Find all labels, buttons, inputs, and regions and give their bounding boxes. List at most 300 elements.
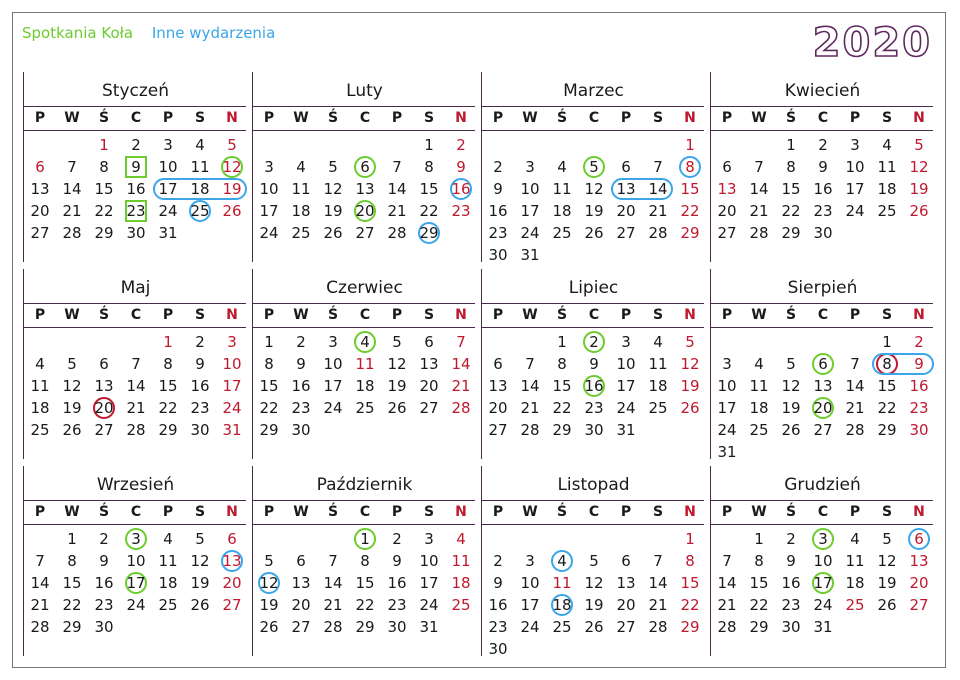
calendar-day: 4 <box>557 552 567 570</box>
calendar-day: 15 <box>158 377 178 395</box>
calendar-day: 6 <box>621 158 631 176</box>
weekday-header: Ś <box>556 110 568 126</box>
month-block <box>252 466 477 656</box>
calendar-day: 28 <box>62 224 82 242</box>
calendar-day: 27 <box>616 224 636 242</box>
legend <box>22 24 289 42</box>
calendar-day: 26 <box>584 618 604 636</box>
calendar-day: 25 <box>648 399 668 417</box>
calendar-day: 16 <box>813 180 833 198</box>
calendar-day: 5 <box>264 552 274 570</box>
calendar-day: 17 <box>419 574 439 592</box>
calendar-day: 3 <box>525 158 535 176</box>
calendar-day: 25 <box>158 596 178 614</box>
weekday-header: W <box>522 307 538 323</box>
calendar-day: 11 <box>845 552 865 570</box>
calendar-day: 25 <box>291 224 311 242</box>
calendar-day: 17 <box>845 180 865 198</box>
weekday-header: W <box>751 504 767 520</box>
calendar-day: 6 <box>296 552 306 570</box>
calendar-day: 4 <box>653 333 663 351</box>
calendar-day: 10 <box>845 158 865 176</box>
calendar-day: 9 <box>914 355 924 373</box>
calendar-day: 20 <box>616 202 636 220</box>
weekday-header: C <box>359 307 371 323</box>
month-block <box>481 269 706 459</box>
calendar-day: 19 <box>323 202 343 220</box>
weekday-header: Ś <box>785 504 797 520</box>
calendar-day: 19 <box>909 180 929 198</box>
calendar-day: 27 <box>909 596 929 614</box>
calendar-day: 1 <box>685 530 695 548</box>
weekday-header: S <box>423 110 435 126</box>
calendar-day: 10 <box>717 377 737 395</box>
calendar-day: 20 <box>30 202 50 220</box>
calendar-day: 17 <box>813 574 833 592</box>
weekday-header: C <box>588 110 600 126</box>
calendar-day: 8 <box>360 552 370 570</box>
calendar-day: 25 <box>749 421 769 439</box>
calendar-day: 30 <box>94 618 114 636</box>
calendar-day: 5 <box>914 136 924 154</box>
weekday-rule <box>482 500 704 501</box>
weekday-header: P <box>263 110 275 126</box>
weekday-header: W <box>293 110 309 126</box>
weekday-rule <box>711 303 933 304</box>
month-title: Luty <box>346 81 383 101</box>
weekday-header: P <box>162 307 174 323</box>
weekday-header: S <box>423 307 435 323</box>
calendar-day: 28 <box>451 399 471 417</box>
weekday-header: C <box>817 307 829 323</box>
weekday-header: P <box>492 504 504 520</box>
calendar-day: 13 <box>616 574 636 592</box>
calendar-day: 21 <box>648 596 668 614</box>
calendar-day: 18 <box>451 574 471 592</box>
calendar-day: 29 <box>552 421 572 439</box>
weekday-header: P <box>721 110 733 126</box>
weekday-header: N <box>455 504 467 520</box>
calendar-day: 1 <box>163 333 173 351</box>
calendar-day: 19 <box>62 399 82 417</box>
calendar-day: 2 <box>392 530 402 548</box>
calendar-day: 30 <box>781 618 801 636</box>
calendar-day: 25 <box>355 399 375 417</box>
calendar-day: 3 <box>818 530 828 548</box>
calendar-day: 23 <box>451 202 471 220</box>
calendar-day: 10 <box>520 180 540 198</box>
calendar-day: 13 <box>488 377 508 395</box>
calendar-day: 19 <box>222 180 242 198</box>
calendar-day: 21 <box>62 202 82 220</box>
weekday-header: P <box>849 307 861 323</box>
calendar-day: 17 <box>126 574 146 592</box>
calendar-day: 20 <box>222 574 242 592</box>
calendar-day: 21 <box>520 399 540 417</box>
calendar-day: 19 <box>680 377 700 395</box>
calendar-day: 7 <box>653 158 663 176</box>
weekday-header: P <box>492 110 504 126</box>
calendar-day: 17 <box>616 377 636 395</box>
calendar-day: 6 <box>722 158 732 176</box>
calendar-day: 18 <box>355 377 375 395</box>
month-title: Listopad <box>557 475 630 495</box>
calendar-day: 28 <box>749 224 769 242</box>
calendar-day: 5 <box>589 552 599 570</box>
weekday-header: C <box>817 110 829 126</box>
calendar-day: 22 <box>158 399 178 417</box>
weekday-header: W <box>64 110 80 126</box>
calendar-day: 2 <box>195 333 205 351</box>
calendar-day: 15 <box>552 377 572 395</box>
calendar-day: 26 <box>62 421 82 439</box>
month-block <box>710 72 935 262</box>
calendar-day: 8 <box>557 355 567 373</box>
calendar-day: 1 <box>557 333 567 351</box>
calendar-day: 24 <box>520 224 540 242</box>
calendar-day: 8 <box>882 355 892 373</box>
weekday-rule <box>253 106 475 107</box>
calendar-day: 9 <box>818 158 828 176</box>
calendar-day: 27 <box>717 224 737 242</box>
calendar-day: 4 <box>456 530 466 548</box>
calendar-day: 24 <box>520 618 540 636</box>
calendar-day: 22 <box>419 202 439 220</box>
calendar-day: 9 <box>392 552 402 570</box>
calendar-day: 3 <box>163 136 173 154</box>
calendar-day: 5 <box>328 158 338 176</box>
weekday-header: C <box>130 110 142 126</box>
calendar-day: 18 <box>158 574 178 592</box>
calendar-day: 17 <box>259 202 279 220</box>
month-block <box>23 72 248 262</box>
weekday-header: P <box>849 504 861 520</box>
weekday-header: P <box>620 504 632 520</box>
calendar-day: 8 <box>424 158 434 176</box>
calendar-day: 20 <box>616 596 636 614</box>
weekday-header: C <box>130 504 142 520</box>
calendar-day: 3 <box>621 333 631 351</box>
calendar-day: 26 <box>781 421 801 439</box>
calendar-day: 30 <box>387 618 407 636</box>
weekday-header: P <box>263 307 275 323</box>
calendar-day: 16 <box>488 596 508 614</box>
calendar-day: 26 <box>387 399 407 417</box>
calendar-day: 6 <box>227 530 237 548</box>
weekday-header: W <box>293 307 309 323</box>
calendar-day: 28 <box>648 224 668 242</box>
calendar-day: 24 <box>222 399 242 417</box>
calendar-day: 20 <box>717 202 737 220</box>
calendar-day: 1 <box>264 333 274 351</box>
weekday-header: N <box>455 110 467 126</box>
weekday-header: Ś <box>785 110 797 126</box>
legend-other-events: Inne wydarzenia <box>151 24 276 42</box>
calendar-day: 22 <box>749 596 769 614</box>
calendar-day: 8 <box>67 552 77 570</box>
calendar-day: 14 <box>648 180 668 198</box>
calendar-day: 26 <box>909 202 929 220</box>
weekday-header: P <box>721 504 733 520</box>
calendar-day: 4 <box>850 530 860 548</box>
calendar-day: 23 <box>387 596 407 614</box>
calendar-day: 4 <box>195 136 205 154</box>
calendar-day: 13 <box>419 355 439 373</box>
calendar-day: 14 <box>749 180 769 198</box>
month-block <box>481 466 706 656</box>
calendar-day: 7 <box>754 158 764 176</box>
calendar-day: 5 <box>67 355 77 373</box>
calendar-day: 9 <box>589 355 599 373</box>
calendar-day: 22 <box>877 399 897 417</box>
calendar-day: 20 <box>909 574 929 592</box>
calendar-day: 14 <box>323 574 343 592</box>
calendar-day: 26 <box>259 618 279 636</box>
calendar-day: 10 <box>616 355 636 373</box>
calendar-day: 24 <box>259 224 279 242</box>
calendar-day: 27 <box>30 224 50 242</box>
calendar-day: 30 <box>488 640 508 658</box>
weekday-header: S <box>652 504 664 520</box>
calendar-day: 3 <box>722 355 732 373</box>
calendar-day: 23 <box>813 202 833 220</box>
calendar-day: 9 <box>296 355 306 373</box>
weekday-header: N <box>684 307 696 323</box>
calendar-day: 7 <box>850 355 860 373</box>
calendar-day: 12 <box>680 355 700 373</box>
calendar-day: 11 <box>648 355 668 373</box>
weekday-header: N <box>226 504 238 520</box>
calendar-day: 9 <box>99 552 109 570</box>
calendar-day: 25 <box>552 618 572 636</box>
calendar-day: 19 <box>387 377 407 395</box>
calendar-day: 18 <box>291 202 311 220</box>
weekday-header: Ś <box>98 504 110 520</box>
calendar-day: 29 <box>680 618 700 636</box>
calendar-day: 26 <box>323 224 343 242</box>
calendar-day: 31 <box>813 618 833 636</box>
calendar-day: 8 <box>99 158 109 176</box>
calendar-day: 10 <box>222 355 242 373</box>
calendar-day: 6 <box>818 355 828 373</box>
calendar-day: 29 <box>94 224 114 242</box>
calendar-day: 5 <box>195 530 205 548</box>
calendar-day: 13 <box>616 180 636 198</box>
weekday-rule <box>24 327 246 328</box>
calendar-day: 12 <box>781 377 801 395</box>
calendar-day: 31 <box>158 224 178 242</box>
calendar-day: 24 <box>158 202 178 220</box>
calendar-day: 7 <box>525 355 535 373</box>
calendar-day: 5 <box>227 136 237 154</box>
calendar-day: 18 <box>552 202 572 220</box>
weekday-rule <box>711 106 933 107</box>
weekday-rule <box>711 130 933 131</box>
calendar-day: 7 <box>653 552 663 570</box>
weekday-header: Ś <box>98 110 110 126</box>
weekday-rule <box>711 327 933 328</box>
calendar-day: 3 <box>328 333 338 351</box>
calendar-day: 29 <box>158 421 178 439</box>
weekday-header: S <box>881 504 893 520</box>
calendar-day: 12 <box>909 158 929 176</box>
calendar-day: 3 <box>525 552 535 570</box>
calendar-day: 11 <box>877 158 897 176</box>
calendar-day: 14 <box>62 180 82 198</box>
calendar-day: 27 <box>222 596 242 614</box>
calendar-day: 3 <box>264 158 274 176</box>
calendar-day: 23 <box>488 224 508 242</box>
calendar-day: 15 <box>355 574 375 592</box>
calendar-day: 13 <box>813 377 833 395</box>
calendar-day: 10 <box>259 180 279 198</box>
calendar-day: 18 <box>877 180 897 198</box>
calendar-day: 16 <box>126 180 146 198</box>
calendar-day: 5 <box>685 333 695 351</box>
calendar-day: 27 <box>813 421 833 439</box>
weekday-header: Ś <box>327 504 339 520</box>
calendar-day: 22 <box>781 202 801 220</box>
calendar-day: 1 <box>754 530 764 548</box>
weekday-rule <box>482 327 704 328</box>
calendar-day: 17 <box>520 202 540 220</box>
calendar-day: 15 <box>680 574 700 592</box>
calendar-day: 8 <box>264 355 274 373</box>
weekday-header: W <box>751 110 767 126</box>
calendar-day: 28 <box>387 224 407 242</box>
calendar-day: 28 <box>126 421 146 439</box>
calendar-day: 8 <box>754 552 764 570</box>
calendar-day: 12 <box>190 552 210 570</box>
weekday-header: W <box>522 504 538 520</box>
calendar-day: 14 <box>648 574 668 592</box>
calendar-day: 13 <box>717 180 737 198</box>
calendar-day: 23 <box>126 202 146 220</box>
calendar-day: 31 <box>520 246 540 264</box>
calendar-day: 25 <box>552 224 572 242</box>
calendar-day: 27 <box>355 224 375 242</box>
calendar-day: 15 <box>62 574 82 592</box>
calendar-day: 20 <box>291 596 311 614</box>
calendar-day: 3 <box>424 530 434 548</box>
calendar-day: 26 <box>190 596 210 614</box>
calendar-day: 2 <box>493 552 503 570</box>
calendar-day: 10 <box>323 355 343 373</box>
calendar-day: 12 <box>259 574 279 592</box>
calendar-day: 21 <box>323 596 343 614</box>
calendar-day: 19 <box>584 596 604 614</box>
calendar-day: 10 <box>813 552 833 570</box>
calendar-day: 18 <box>648 377 668 395</box>
calendar-day: 8 <box>786 158 796 176</box>
calendar-day: 6 <box>493 355 503 373</box>
calendar-day: 23 <box>94 596 114 614</box>
month-title: Wrzesień <box>96 475 175 495</box>
calendar-day: 27 <box>616 618 636 636</box>
weekday-header: C <box>588 307 600 323</box>
month-title: Kwiecień <box>784 81 861 101</box>
weekday-header: Ś <box>556 307 568 323</box>
calendar-day: 21 <box>845 399 865 417</box>
calendar-day: 20 <box>813 399 833 417</box>
calendar-day: 11 <box>749 377 769 395</box>
weekday-rule <box>253 130 475 131</box>
calendar-day: 30 <box>909 421 929 439</box>
calendar-day: 7 <box>328 552 338 570</box>
calendar-day: 2 <box>99 530 109 548</box>
calendar-day: 15 <box>94 180 114 198</box>
calendar-day: 31 <box>717 443 737 461</box>
calendar-day: 23 <box>909 399 929 417</box>
calendar-day: 3 <box>850 136 860 154</box>
calendar-day: 15 <box>680 180 700 198</box>
calendar-day: 21 <box>717 596 737 614</box>
weekday-header: P <box>263 504 275 520</box>
calendar-day: 3 <box>227 333 237 351</box>
month-block <box>252 269 477 459</box>
calendar-day: 24 <box>419 596 439 614</box>
calendar-day: 2 <box>296 333 306 351</box>
calendar-day: 19 <box>259 596 279 614</box>
calendar-day: 25 <box>30 421 50 439</box>
calendar-day: 22 <box>680 596 700 614</box>
calendar-day: 20 <box>488 399 508 417</box>
calendar-day: 30 <box>190 421 210 439</box>
calendar-day: 12 <box>584 574 604 592</box>
weekday-rule <box>482 106 704 107</box>
calendar-day: 9 <box>456 158 466 176</box>
calendar-day: 11 <box>291 180 311 198</box>
calendar-day: 11 <box>355 355 375 373</box>
weekday-header: P <box>34 504 46 520</box>
weekday-rule <box>24 524 246 525</box>
weekday-header: N <box>684 504 696 520</box>
month-title: Maj <box>120 278 151 298</box>
calendar-day: 22 <box>355 596 375 614</box>
calendar-day: 13 <box>30 180 50 198</box>
calendar-day: 23 <box>190 399 210 417</box>
calendar-day: 16 <box>190 377 210 395</box>
month-block <box>710 269 935 459</box>
calendar-day: 26 <box>222 202 242 220</box>
month-block <box>23 269 248 459</box>
calendar-day: 28 <box>648 618 668 636</box>
calendar-day: 9 <box>131 158 141 176</box>
calendar-day: 1 <box>67 530 77 548</box>
weekday-header: S <box>194 504 206 520</box>
calendar-day: 16 <box>451 180 471 198</box>
weekday-header: W <box>522 110 538 126</box>
calendar-day: 17 <box>222 377 242 395</box>
calendar-day: 23 <box>291 399 311 417</box>
calendar-day: 29 <box>259 421 279 439</box>
calendar-day: 21 <box>30 596 50 614</box>
calendar-day: 8 <box>163 355 173 373</box>
weekday-rule <box>482 130 704 131</box>
calendar-day: 12 <box>877 552 897 570</box>
calendar-day: 18 <box>30 399 50 417</box>
calendar-day: 20 <box>419 377 439 395</box>
calendar-day: 31 <box>222 421 242 439</box>
month-title: Sierpień <box>787 278 858 298</box>
calendar-day: 18 <box>845 574 865 592</box>
calendar-day: 27 <box>419 399 439 417</box>
calendar-day: 28 <box>845 421 865 439</box>
calendar-day: 11 <box>552 574 572 592</box>
calendar-day: 17 <box>520 596 540 614</box>
calendar-day: 16 <box>488 202 508 220</box>
weekday-rule <box>711 524 933 525</box>
